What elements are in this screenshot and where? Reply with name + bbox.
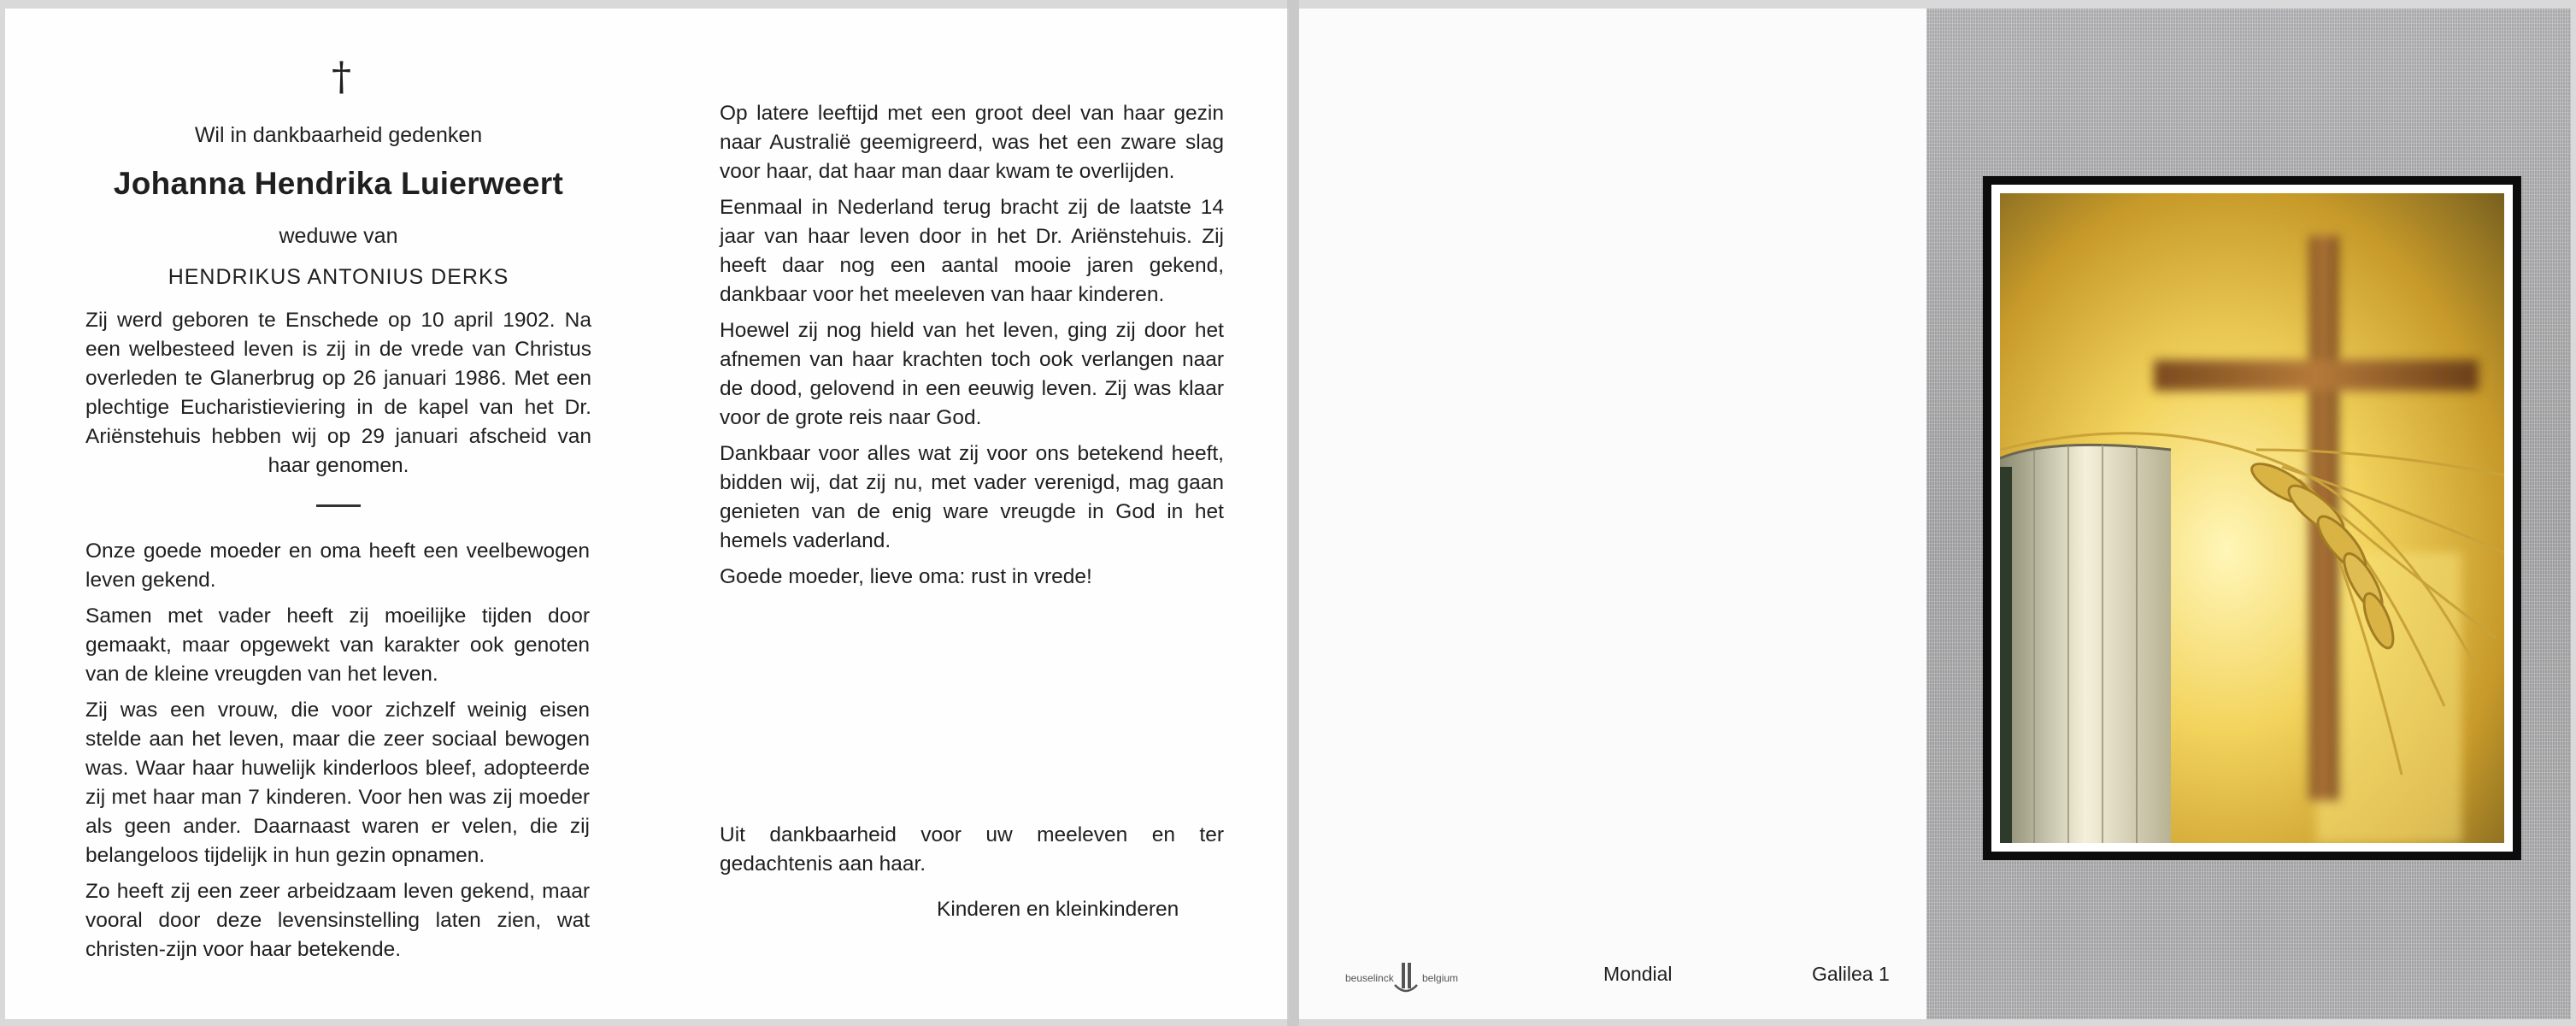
signature: Kinderen en kleinkinderen [937,898,1179,921]
memorial-card-outer-pages [1299,9,2571,1019]
widow-of-line: weduwe van [279,224,398,248]
publisher-logo [1344,959,1480,997]
cross-icon: † [332,53,351,99]
body-paragraph: Eenmaal in Nederland terug bracht zij de laatste 14 jaar van haar leven door in het Dr. Ariënstehuis. Zij heeft daar nog een aantal mooie jaren gekend, dankbaar voor het meeleven van haar kinderen. [720,196,1224,306]
body-paragraph: Hoewel zij nog hield van het leven, ging zij door het afnemen van haar krachten toch ook verlangen naar de dood, gelovend in een eeuwig leven. Zij was klaar voor de grote reis naar God. [720,319,1224,429]
body-paragraph: Dankbaar voor alles wat zij voor ons betekend heeft, bidden wij, dat zij nu, met vader verenigd, mag gaan genieten van de enig ware vreugde in God in het hemels vaderland. [720,442,1224,552]
card-cover [1926,9,2571,1019]
body-paragraph: Op latere leeftijd met een groot deel van haar gezin naar Australië geemigreerd, was het een zware slag voor haar, dat haar man daar kwam te overlijden. [720,102,1224,183]
husband-name: HENDRIKUS ANTONIUS DERKS [168,265,509,289]
section-divider [316,504,361,507]
cover-photo [2000,193,2504,843]
bible-icon [2000,445,2171,843]
thanks-note: Uit dankbaarheid voor uw meeleven en ter gedachtenis aan haar. [720,823,1224,876]
closing-blessing: Goede moeder, lieve oma: rust in vrede! [720,565,1092,588]
memorial-card-inner-pages [5,9,1287,1019]
model-name: Mondial [1603,963,1673,985]
series-name: Galilea 1 [1812,963,1890,985]
body-paragraph: Zij was een vrouw, die voor zichzelf weinig eisen stelde aan het leven, maar die zeer sociaal bewogen was. Waar haar huwelijk kinderloos bleef, adopteerde zij met haar man 7 kinderen. Voor hen was zij moeder als geen ander. Daarnaast waren er velen, die zij belangeloos tijdelijk in hun gezin opnamen. [85,699,590,867]
biography-paragraph: Zij werd geboren te Enschede op 10 april 1902. Na een welbesteed leven is zij in de vrede van Christus overleden te Glanerbrug op 26 januari 1986. Met een plechtige Eucharistieviering in de kapel van het Dr. Ariënstehuis hebben wij op 29 januari afscheid van haar genomen. [85,309,591,477]
body-paragraph: Zo heeft zij een zeer arbeidzaam leven gekend, maar vooral door deze levensinstelling laten zien, wat christen-zijn voor haar betekende. [85,880,590,961]
intro-line: Wil in dankbaarheid gedenken [194,123,483,147]
logo-right-text: belgium [1422,972,1459,984]
left-body-text [85,537,590,971]
right-body-text [720,99,1224,598]
scan-fold-gap [1287,0,1299,1026]
body-paragraph: Samen met vader heeft zij moeilijke tijden door gemaakt, maar opgewekt van karakter ook genoten van de kleine vreugden van het leven. [85,604,590,686]
logo-left-text: beuselinck [1345,972,1394,984]
body-paragraph: Onze goede moeder en oma heeft een veelbewogen leven gekend. [85,540,590,592]
deceased-name: Johanna Hendrika Luierweert [113,166,564,201]
